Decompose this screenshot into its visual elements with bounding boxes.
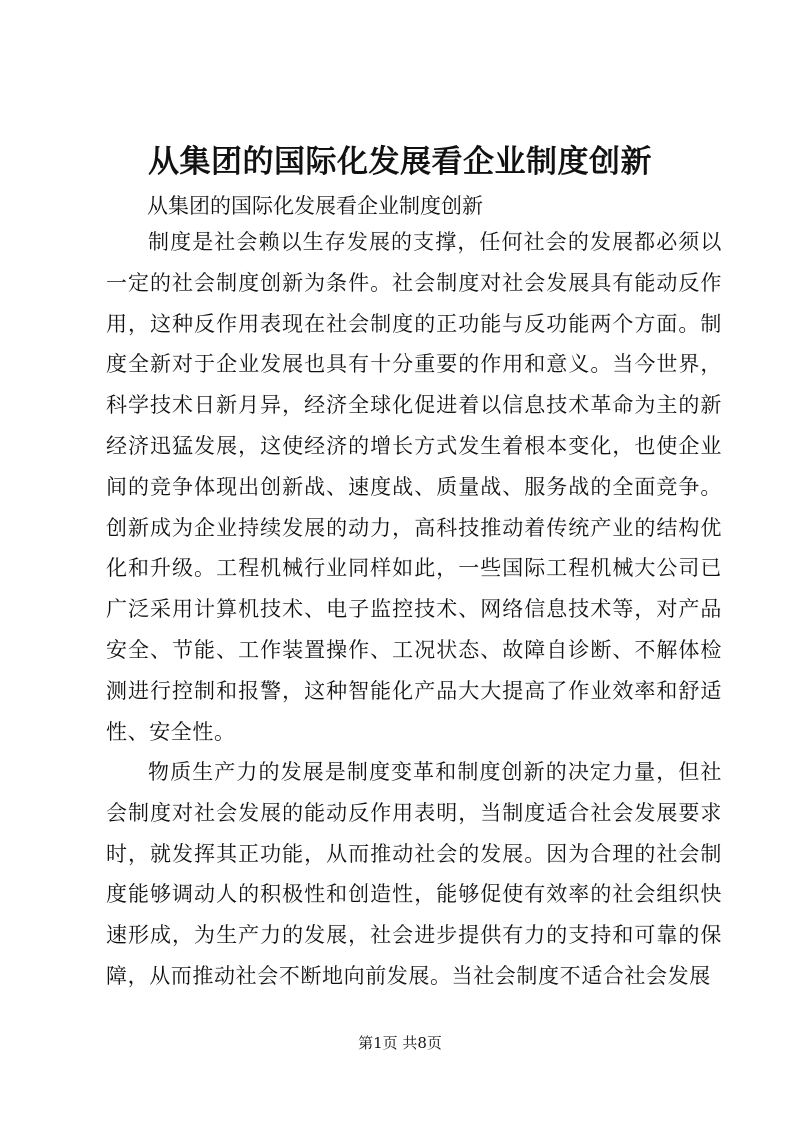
body-paragraph-1: 制度是社会赖以生存发展的支撑，任何社会的发展都必须以一定的社会制度创新为条件。社会制度对社会发展具有能动反作用，这种反作用表现在社会制度的正功能与反功能两个方面。制度全新对于企业发展也具有十分重要的作用和意义。当今世界，科学技术日新月异，经济全球化促进着以信息技术革命为主的新经济迅猛发展，这使经济的增长方式发生着根本变化，也使企业间的竞争体现出创新战、速度战、质量战、服务战的全面竞争。创新成为企业持续发展的动力，高科技推动着传统产业的结构优化和升级。工程机械行业同样如此，一些国际工程机械大公司已广泛采用计算机技术、电子监控技术、网络信息技术等，对产品安全、节能、工作装置操作、工况状态、故障自诊断、不解体检测进行控制和报警，这种智能化产品大大提高了作业效率和舒适性、安全性。: [106, 230, 722, 744]
document-subtitle: 从集团的国际化发展看企业制度创新: [147, 194, 483, 218]
body-paragraph-2: 物质生产力的发展是制度变革和制度创新的决定力量，但社会制度对社会发展的能动反作用表明，当制度适合社会发展要求时，就发挥其正功能，从而推动社会的发展。因为合理的社会制度能够调动人的积极性和创造性，能够促使有效率的社会组织快速形成，为生产力的发展，社会进步提供有力的支持和可靠的保障，从而推动社会不断地向前发展。当社会制度不适合社会发展: [106, 760, 722, 988]
page-number-footer: 第1页 共8页: [358, 1034, 442, 1052]
document-title: 从集团的国际化发展看企业制度创新: [148, 144, 652, 180]
